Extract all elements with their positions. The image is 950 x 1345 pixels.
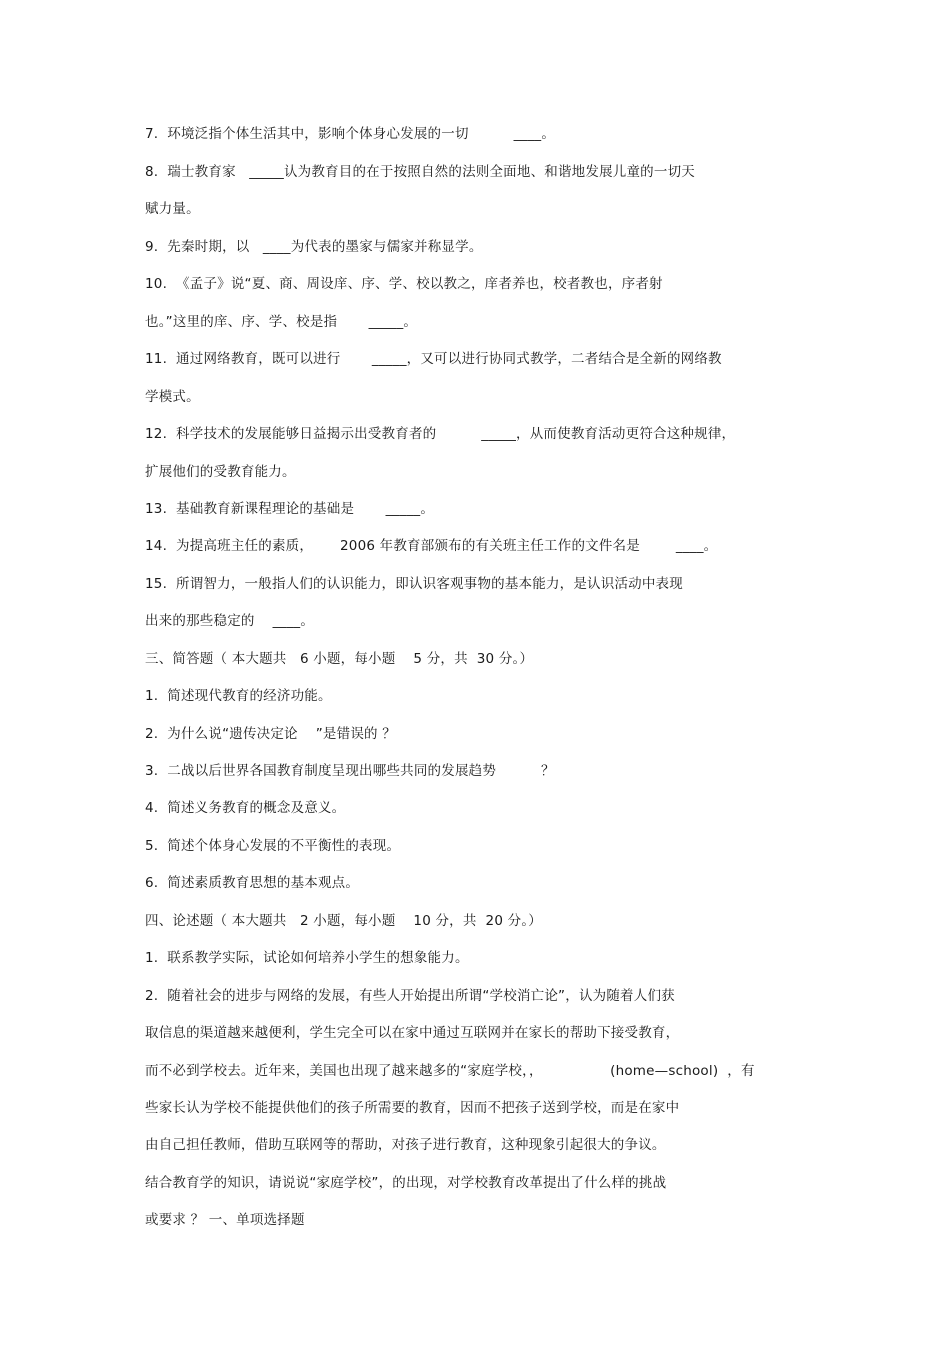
short-answer-5: 5. 简述个体身心发展的不平衡性的表现。 [145, 838, 401, 854]
essay-2-line-3: 而不必到学校去。近年来，美国也出现了越来越多的“家庭学校，， (home—school) ，有 [145, 1063, 755, 1079]
short-answer-2: 2. 为什么说“遗传决定论 ”是错误的 ？ [145, 726, 396, 742]
question-10-cont: 也。”这里的庠、序、学、校是指 _____。 [145, 314, 418, 330]
question-10: 10. 《孟子》说“夏、商、周设庠、序、学、校以教之，庠者养也，校者教也，序者射 [145, 276, 663, 292]
question-12: 12. 科学技术的发展能够日益揭示出受教育者的 _____，从而使教育活动更符合这种规律， [145, 426, 736, 442]
section-4-heading: 四、论述题（ 本大题共 2 小题，每小题 10 分，共 20 分。） [145, 913, 542, 929]
question-15: 15. 所谓智力，一般指人们的认识能力，即认识客观事物的基本能力，是认识活动中表现 [145, 576, 683, 592]
essay-2-line-5: 由自己担任教师，借助互联网等的帮助，对孩子进行教育，这种现象引起很大的争议。 [145, 1137, 666, 1153]
question-8-cont: 赋力量。 [145, 201, 200, 217]
question-11: 11. 通过网络教育，既可以进行 _____，又可以进行协同式教学，二者结合是全新的网络教 [145, 351, 722, 367]
short-answer-1: 1. 简述现代教育的经济功能。 [145, 688, 332, 704]
short-answer-3: 3. 二战以后世界各国教育制度呈现出哪些共同的发展趋势 ？ [145, 763, 555, 779]
short-answer-4: 4. 简述义务教育的概念及意义。 [145, 800, 346, 816]
question-7: 7. 环境泛指个体生活其中，影响个体身心发展的一切 ____。 [145, 126, 556, 142]
question-15-cont: 出来的那些稳定的 ____。 [145, 613, 315, 629]
section-3-heading: 三、简答题（ 本大题共 6 小题，每小题 5 分，共 30 分。） [145, 651, 534, 667]
question-8: 8. 瑞士教育家 _____认为教育目的在于按照自然的法则全面地、和谐地发展儿童的一切天 [145, 164, 695, 180]
essay-2-line-6: 结合教育学的知识，请说说“家庭学校”，的出现，对学校教育改革提出了什么样的挑战 [145, 1175, 667, 1191]
essay-2-line-2: 取信息的渠道越来越便利，学生完全可以在家中通过互联网并在家长的帮助下接受教育， [145, 1025, 680, 1041]
question-11-cont: 学模式。 [145, 389, 200, 405]
essay-2-line-4: 些家长认为学校不能提供他们的孩子所需要的教育，因而不把孩子送到学校，而是在家中 [145, 1100, 680, 1116]
essay-1: 1. 联系教学实际，试论如何培养小学生的想象能力。 [145, 950, 469, 966]
question-14: 14. 为提高班主任的素质， 2006 年教育部颁布的有关班主任工作的文件名是 ____。 [145, 538, 718, 554]
question-9: 9. 先秦时期，以 ____为代表的墨家与儒家并称显学。 [145, 239, 483, 255]
essay-2-line-7: 或要求 ？ 一、单项选择题 [145, 1212, 305, 1228]
essay-2-line-1: 2. 随着社会的进步与网络的发展，有些人开始提出所谓“学校消亡论”，认为随着人们获 [145, 988, 675, 1004]
question-12-cont: 扩展他们的受教育能力。 [145, 464, 296, 480]
short-answer-6: 6. 简述素质教育思想的基本观点。 [145, 875, 360, 891]
question-13: 13. 基础教育新课程理论的基础是 _____。 [145, 501, 435, 517]
